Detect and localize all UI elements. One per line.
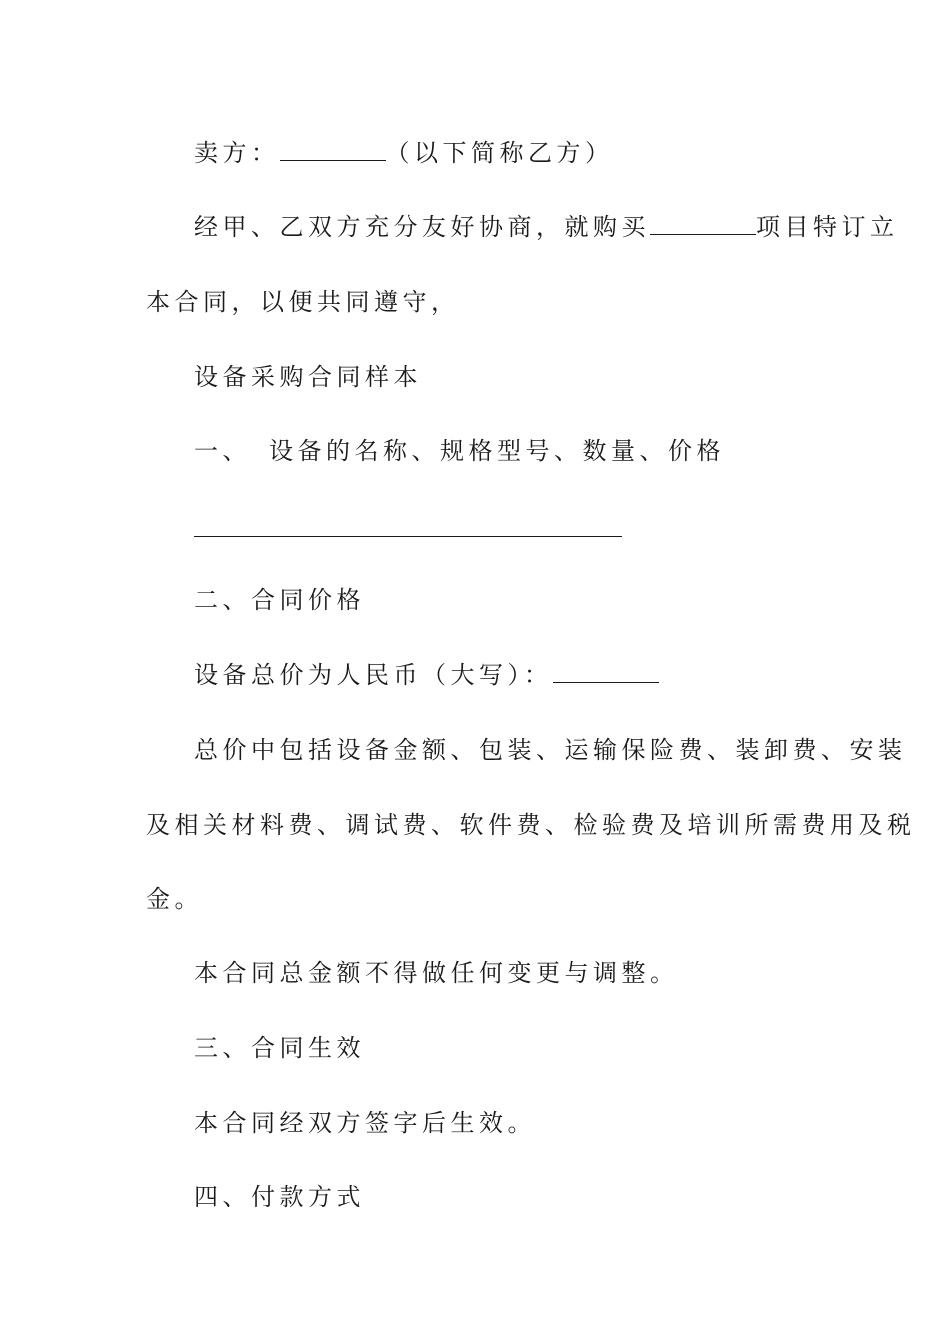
seller-suffix: （以下简称乙方） xyxy=(385,139,614,167)
section-4-text: 四、付款方式 xyxy=(194,1183,365,1211)
section-3-heading xyxy=(194,1033,950,1063)
effective-line xyxy=(194,1108,950,1138)
seller-label: 卖方： xyxy=(194,139,280,167)
section-4-heading xyxy=(194,1182,950,1212)
sample-title xyxy=(194,362,950,392)
seller-blank xyxy=(280,138,386,161)
section-2-heading xyxy=(194,585,950,615)
include-line-2 xyxy=(146,810,950,840)
effective-text: 本合同经双方签字后生效。 xyxy=(194,1109,536,1137)
total-price-line xyxy=(194,660,950,690)
include-text-a: 总价中包括设备金额、包装、运输保险费、装卸费、安装 xyxy=(194,736,907,764)
seller-line xyxy=(194,138,950,168)
include-text-b: 及相关材料费、调试费、软件费、检验费及培训所需费用及税 xyxy=(146,811,916,839)
include-text-c: 金。 xyxy=(146,885,203,913)
include-line-3 xyxy=(146,884,950,914)
section-1-heading xyxy=(194,436,950,466)
project-blank xyxy=(650,212,756,235)
total-price-label: 设备总价为人民币（大写）： xyxy=(194,661,553,689)
section-2-text: 二、合同价格 xyxy=(194,586,365,614)
intro-line-2 xyxy=(146,287,950,317)
section-1-title: 设备的名称、规格型号、数量、价格 xyxy=(269,437,725,465)
intro-text-a: 经甲、乙双方充分友好协商，就购买 xyxy=(194,213,650,241)
fill-in-rule xyxy=(194,536,622,537)
no-change-line xyxy=(194,958,950,988)
section-3-text: 三、合同生效 xyxy=(194,1034,365,1062)
total-price-blank xyxy=(553,660,659,683)
sample-title-text: 设备采购合同样本 xyxy=(194,363,422,391)
intro-text-c: 本合同，以便共同遵守， xyxy=(146,288,460,316)
intro-text-b: 项目特订立 xyxy=(756,213,899,241)
section-1-number: 一、 xyxy=(194,437,251,465)
include-line-1 xyxy=(194,735,950,765)
no-change-text: 本合同总金额不得做任何变更与调整。 xyxy=(194,959,679,987)
intro-line-1 xyxy=(194,212,950,242)
